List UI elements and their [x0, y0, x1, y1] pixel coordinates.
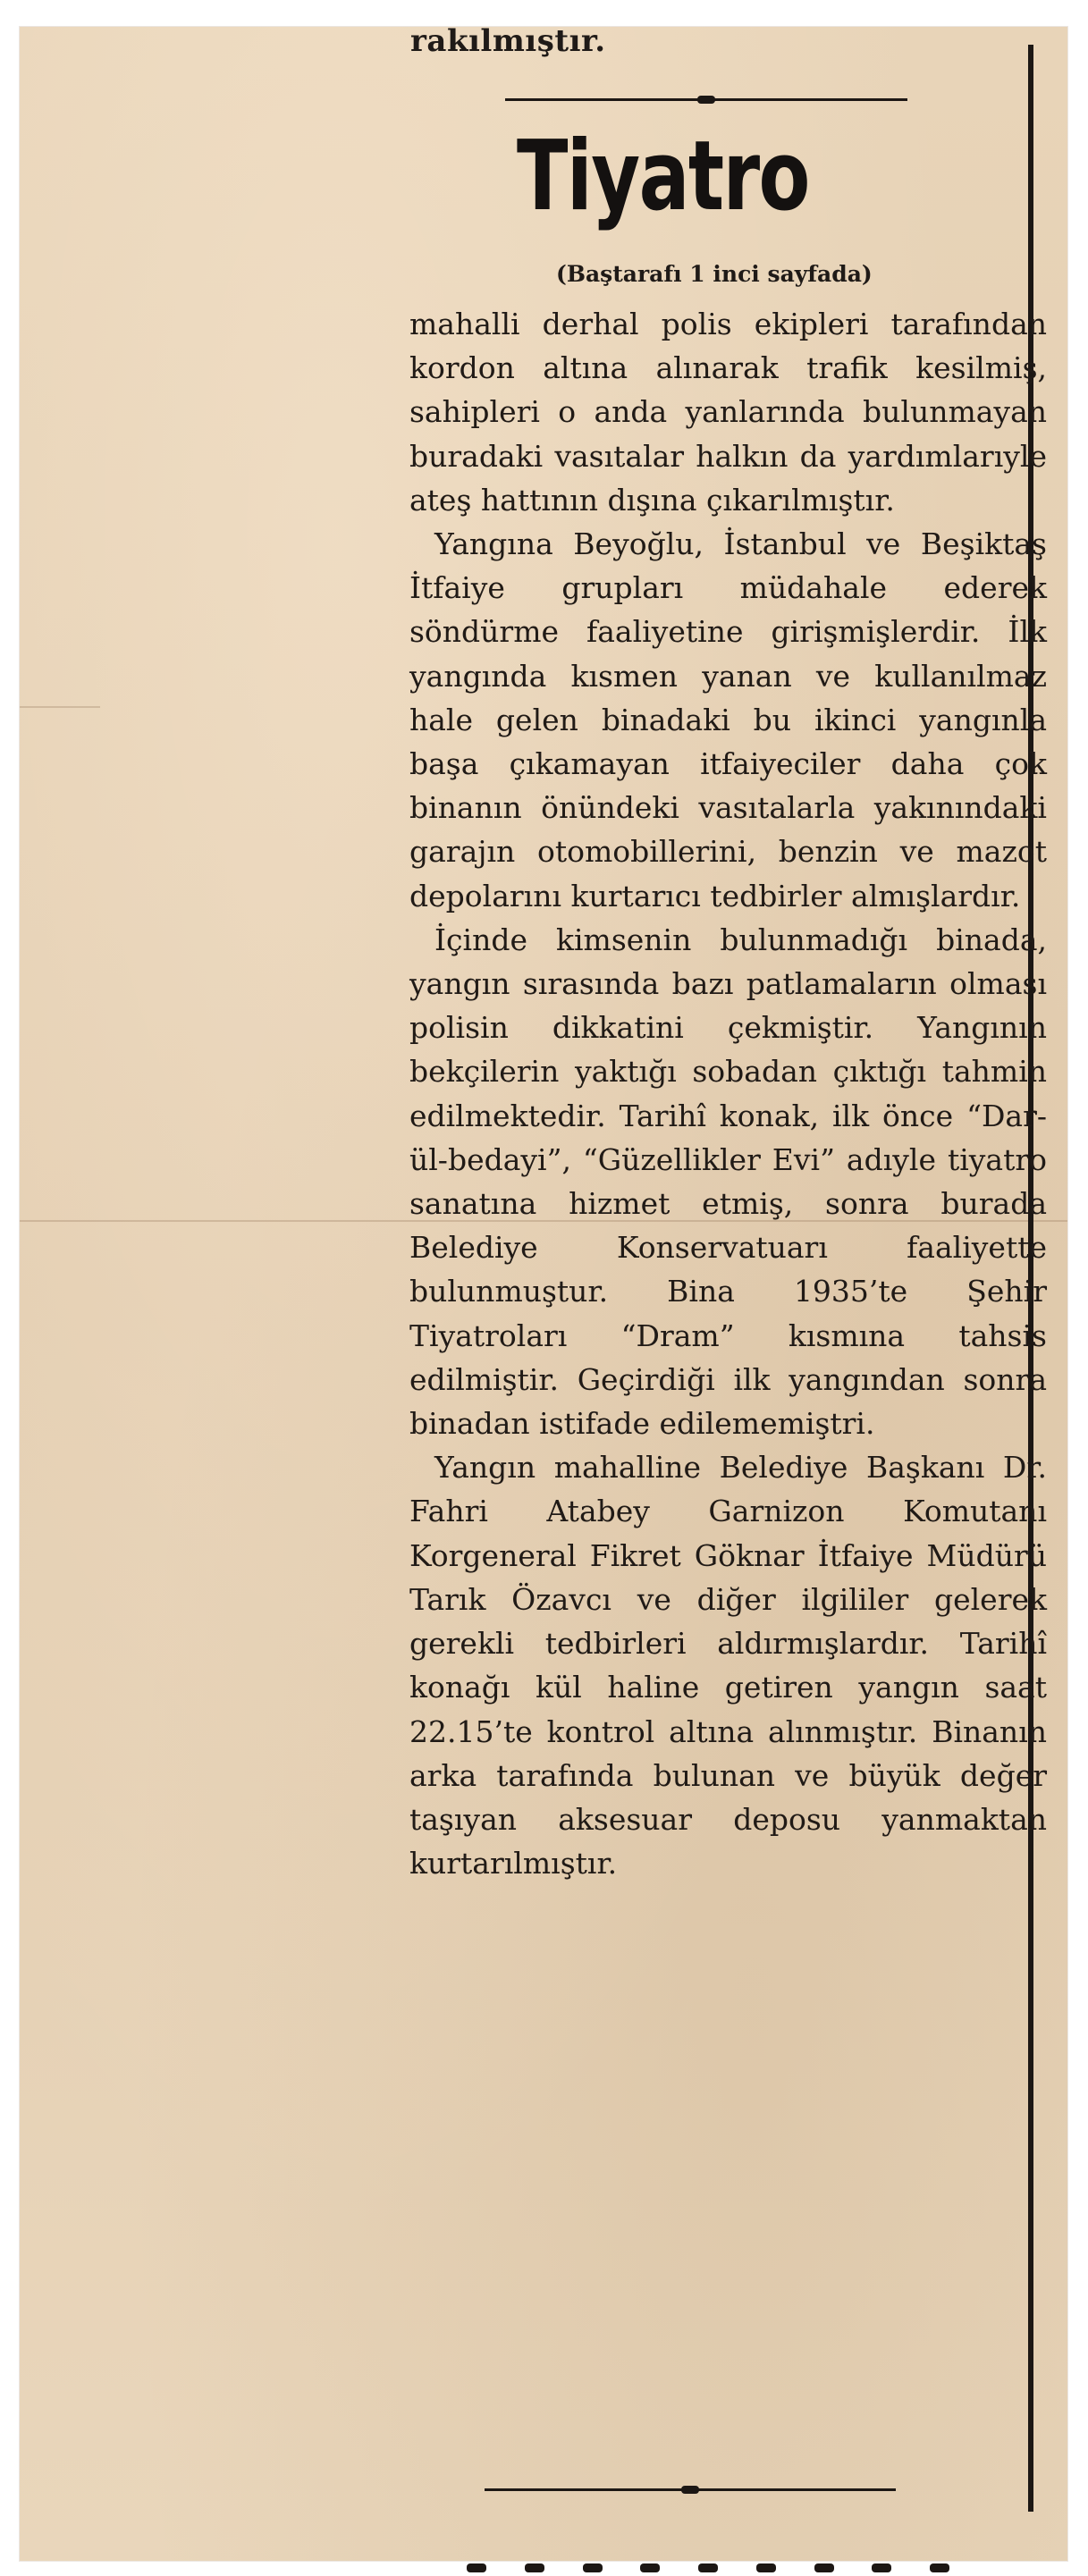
bottom-separator-rule	[485, 2488, 896, 2491]
top-separator-rule	[505, 98, 907, 101]
continued-from-note: (Baştarafı 1 inci sayfada)	[556, 261, 873, 287]
article-body	[409, 302, 1047, 1885]
newspaper-clipping	[20, 23, 1067, 2561]
previous-article-fragment: rakılmıştır.	[410, 23, 606, 59]
paper-tear-mark	[20, 706, 100, 708]
article-headline: Tiyatro	[517, 121, 809, 232]
article-paragraph-1: mahalli derhal polis ekipleri tarafından kordon altına alınarak trafik kesilmiş, sahipleri o anda yanlarında bulunmayan buradaki vasıtalar halkın da yardımlarıyle ateş hattının dışına çıkarılmıştır.	[409, 307, 1047, 518]
article-paragraph-2: Yangına Beyoğlu, İstanbul ve Beşiktaş İtfaiye grupları müdahale ederek söndürme faaliyetine girişmişlerdir. İlk yangında kısmen yanan ve kullanılmaz hale gelen binadaki bu ikinci yangınla başa çıkamayan itfaiyeciler daha çok binanın önündeki vasıtalarla yakınındaki garajın otomobillerini, benzin ve mazot depolarını kurtarıcı tedbirler almışlardır.	[409, 526, 1047, 913]
article-paragraph-4: Yangın mahalline Belediye Başkanı Dr. Fahri Atabey Garnizon Komutanı Korgeneral Fikret Göknar İtfaiye Müdürü Tarık Özavcı ve diğer ilgililer gelerek gerekli tedbirleri aldırmışlardır. Tarihî konağı kül haline getiren yangın saat 22.15’te kontrol altına alınmıştır. Binanın arka tarafında bulunan ve büyük değer taşıyan aksesuar deposu yanmaktan kurtarılmıştır.	[409, 1450, 1047, 1881]
article-paragraph-3: İçinde kimsenin bulunmadığı binada, yangın sırasında bazı patlamaların olması polisin dikkatini çekmiştir. Yangının bekçilerin yaktığı sobadan çıktığı tahmin edilmektedir. Tarihî konak, ilk önce “Dar-ül-bedayi”, “Güzellikler Evi” adıyle tiyatro sanatına hizmet etmiş, sonra burada Belediye Konservatuarı faaliyette bulunmuştur. Bina 1935’te Şehir Tiyatroları “Dram” kısmına tahsis edilmiştir. Geçirdiği ilk yangından sonra binadan istifade edilememiştri.	[409, 922, 1047, 1442]
next-article-fragment-marks	[467, 2563, 949, 2576]
